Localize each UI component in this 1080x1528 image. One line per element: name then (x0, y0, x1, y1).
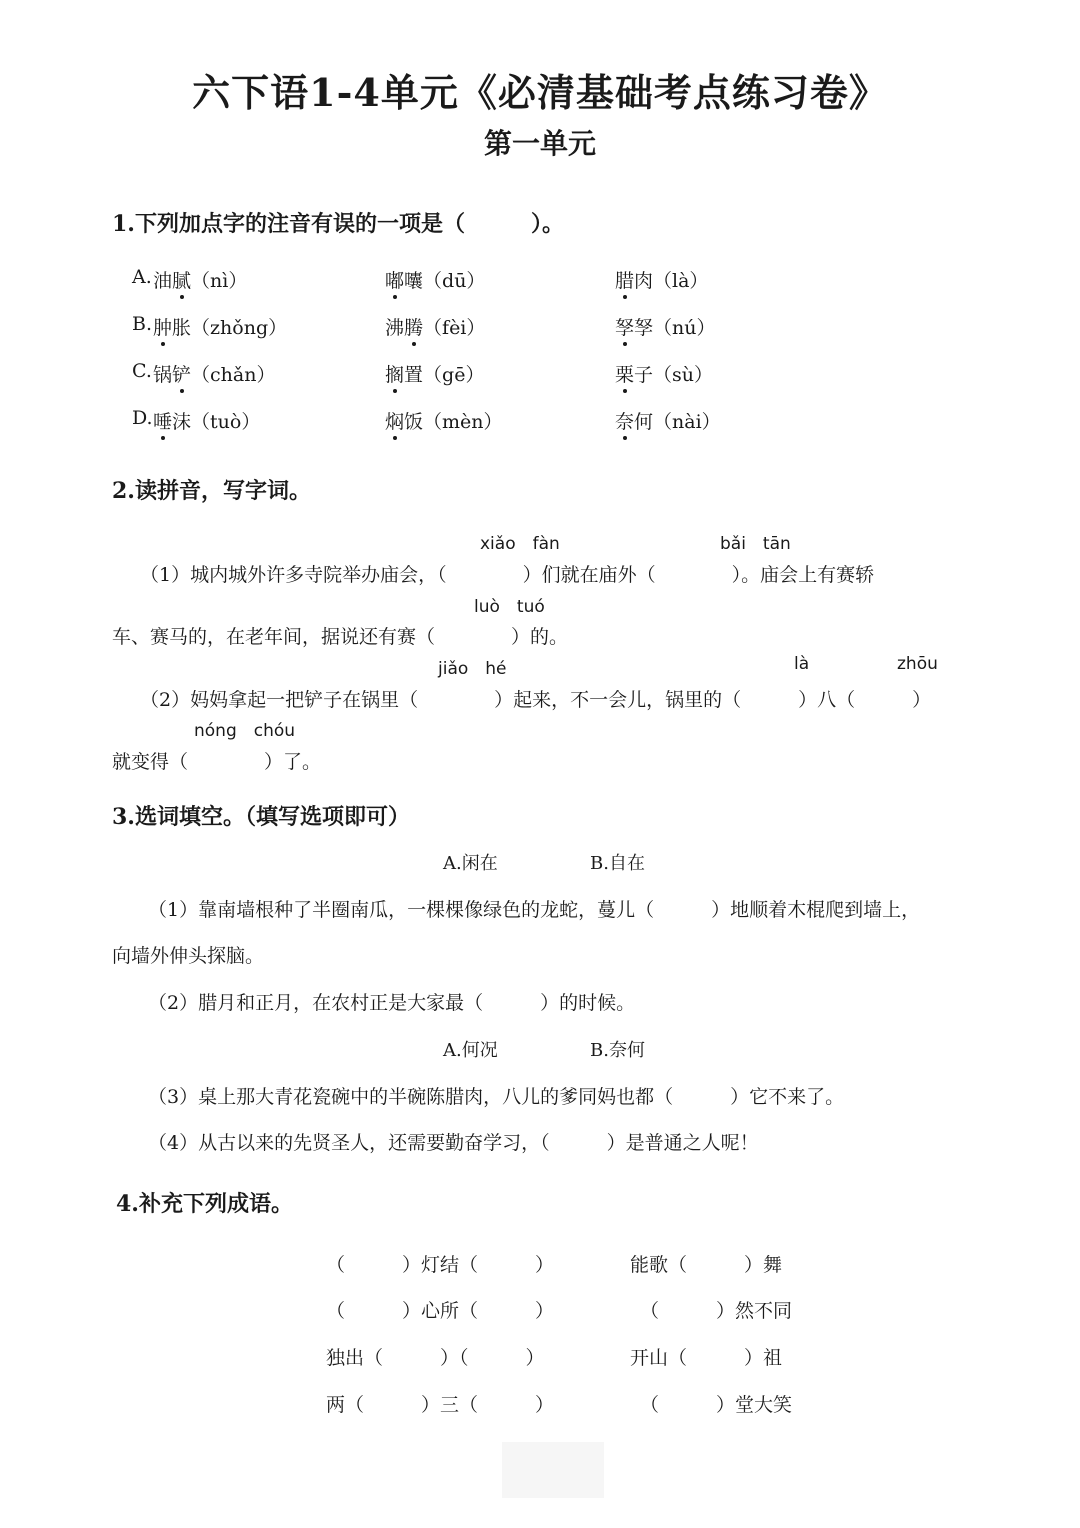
dotted-char: 腊 (615, 266, 634, 293)
question-1-heading: 1.下列加点字的注音有误的一项是（ ）。 (112, 211, 564, 237)
pinyin-option-word (153, 407, 260, 434)
q3-item-1-cont: 向墙外伸头探脑。 (112, 945, 265, 967)
q3-item-2: （2）腊月和正月，在农村正是大家最（ ）的时候。 (148, 992, 636, 1014)
dotted-char: 孥 (615, 313, 634, 340)
idiom-right-2: （ ）然不同 (640, 1300, 793, 1322)
unit-subtitle: 第一单元 (483, 127, 596, 160)
word-char: 孥 (634, 317, 654, 339)
pinyin-annotation: （mèn） (423, 411, 503, 433)
idiom-left-3: 独出（ ）（ ） (326, 1347, 545, 1369)
choice-a-hekuang: A.何况 (443, 1040, 498, 1061)
pinyin-annotation: （chǎn） (191, 364, 276, 386)
pinyin-baitan: bǎi tān (720, 534, 791, 554)
word-char: 囔 (404, 270, 424, 292)
idiom-right-1: 能歌（ ）舞 (630, 1254, 783, 1276)
choice-b-zizai: B.自在 (590, 853, 645, 874)
word-char: 肉 (634, 270, 654, 292)
pinyin-annotation: （zhǒng） (191, 317, 288, 339)
word-char: 胀 (172, 317, 192, 339)
word-char: 沸 (385, 317, 405, 339)
page-title: 六下语1-4单元《必清基础考点练习卷》 (192, 70, 888, 115)
pinyin-zhou: zhōu (897, 654, 938, 674)
word-char: 何 (634, 411, 654, 433)
faint-watermark-patch (502, 1442, 604, 1498)
dotted-char: 唾 (153, 407, 172, 434)
dotted-char: 奈 (615, 407, 634, 434)
word-char: 置 (404, 364, 424, 386)
option-label: D. (132, 407, 153, 429)
question-2-heading: 2.读拼音，写字词。 (112, 478, 311, 504)
word-char: 子 (634, 364, 654, 386)
question-3-heading: 3.选词填空。（填写选项即可） (112, 804, 410, 830)
pinyin-annotation: （tuò） (191, 411, 261, 433)
word-char: 沫 (172, 411, 192, 433)
q2-line-2: 车、赛马的，在老年间，据说还有赛（ ）的。 (112, 626, 569, 648)
pinyin-option-word (615, 313, 716, 340)
q2-line-4: 就变得（ ）了。 (112, 751, 322, 773)
choice-b-naihe: B.奈何 (590, 1040, 645, 1061)
pinyin-annotation: （gē） (423, 364, 485, 386)
option-label: A. (132, 266, 152, 288)
pinyin-option-word (615, 360, 713, 387)
word-char: 锅 (153, 364, 173, 386)
pinyin-jiaohe: jiǎo hé (438, 659, 507, 679)
q2-line-3: （2）妈妈拿起一把铲子在锅里（ ）起来，不一会儿，锅里的（ ）八（ ） (140, 689, 932, 711)
idiom-left-4: 两（ ）三（ ） (326, 1394, 555, 1416)
option-label: C. (132, 360, 152, 382)
dotted-char: 铲 (172, 360, 191, 387)
idiom-right-3: 开山（ ）祖 (630, 1347, 783, 1369)
dotted-char: 腾 (404, 313, 423, 340)
dotted-char: 肿 (153, 313, 172, 340)
pinyin-luotuo: luò tuó (474, 597, 545, 617)
pinyin-option-word (153, 313, 287, 340)
q2-line-1: （1）城内城外许多寺院举办庙会，（ ）们就在庙外（ ）。庙会上有赛轿 (140, 564, 875, 586)
pinyin-option-word (385, 313, 485, 340)
idiom-right-4: （ ）堂大笑 (640, 1394, 793, 1416)
pinyin-annotation: （nài） (653, 411, 721, 433)
word-char: 饭 (404, 411, 424, 433)
dotted-char: 嘟 (385, 266, 404, 293)
pinyin-annotation: （nú） (653, 317, 716, 339)
idiom-left-2: （ ）心所（ ） (326, 1300, 555, 1322)
pinyin-annotation: （dū） (423, 270, 486, 292)
dotted-char: 焖 (385, 407, 404, 434)
pinyin-option-word (615, 407, 721, 434)
pinyin-option-word (153, 266, 247, 293)
pinyin-nongchou: nóng chóu (194, 721, 296, 741)
q3-item-3: （3）桌上那大青花瓷碗中的半碗陈腊肉，八儿的爹同妈也都（ ）它不来了。 (148, 1086, 845, 1108)
idiom-left-1: （ ）灯结（ ） (326, 1254, 555, 1276)
pinyin-annotation: （fèi） (423, 317, 486, 339)
pinyin-annotation: （sù） (653, 364, 714, 386)
option-label: B. (132, 313, 153, 335)
pinyin-option-word (385, 360, 484, 387)
pinyin-xiaofan: xiǎo fàn (480, 534, 560, 554)
pinyin-option-word (615, 266, 708, 293)
q3-item-1: （1）靠南墙根种了半圈南瓜，一棵棵像绿色的龙蛇，蔓儿（ ）地顺着木棍爬到墙上， (148, 899, 921, 921)
pinyin-la: là (794, 654, 810, 674)
question-4-heading: 4.补充下列成语。 (116, 1191, 293, 1217)
choice-a-xianzai: A.闲在 (443, 853, 498, 874)
dotted-char: 栗 (615, 360, 634, 387)
dotted-char: 腻 (172, 266, 191, 293)
pinyin-option-word (385, 407, 503, 434)
pinyin-annotation: （nì） (191, 270, 248, 292)
word-char: 油 (153, 270, 173, 292)
pinyin-option-word (385, 266, 485, 293)
q3-item-4: （4）从古以来的先贤圣人，还需要勤奋学习，（ ）是普通之人呢！ (148, 1132, 759, 1154)
pinyin-option-word (153, 360, 275, 387)
dotted-char: 搁 (385, 360, 404, 387)
pinyin-annotation: （là） (653, 270, 709, 292)
